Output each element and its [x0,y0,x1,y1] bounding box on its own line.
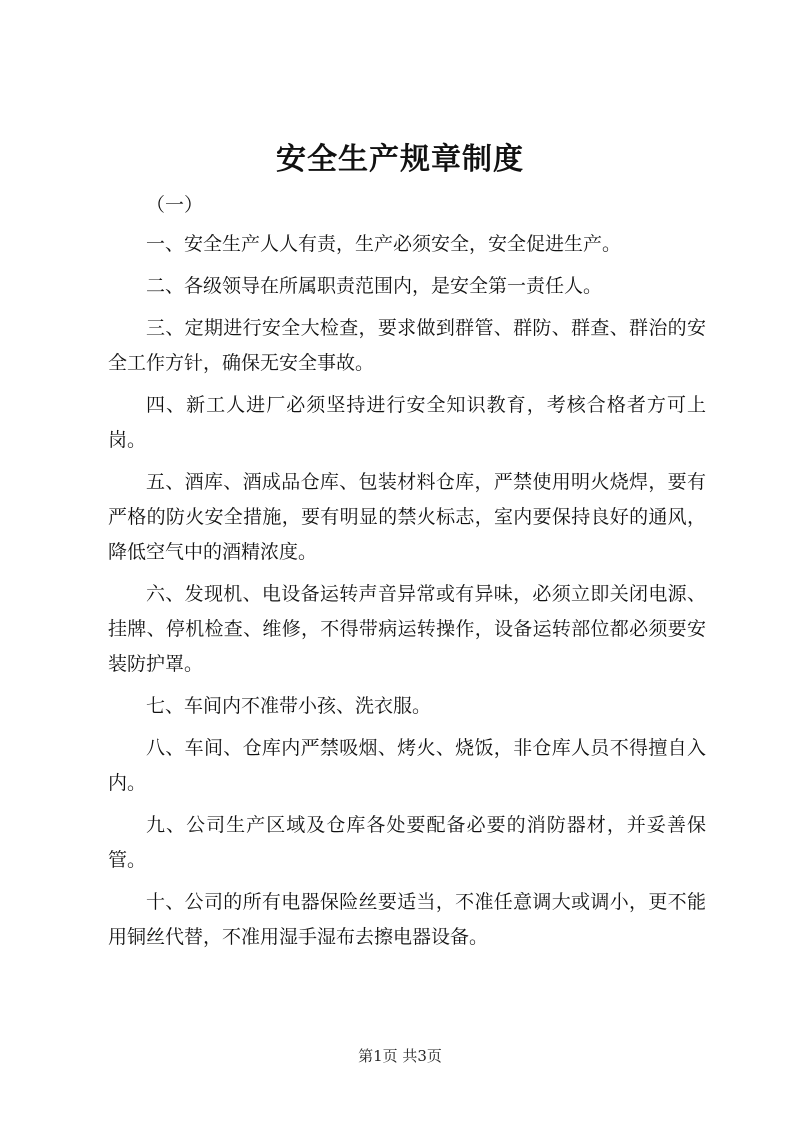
rule-paragraph-7: 七、车间内不准带小孩、洗衣服。 [146,695,432,717]
rule-paragraph-3: 三、定期进行安全大检查，要求做到群管、群防、群查、群治的安全工作方针，确保无安全事故。 [108,317,706,374]
document-title: 安全生产规章制度 [276,142,524,177]
rule-paragraph-5: 五、酒库、酒成品仓库、包装材料仓库，严禁使用明火烧焊，要有严格的防火安全措施，要有明显的禁火标志，室内要保持良好的通风，降低空气中的酒精浓度。 [108,471,706,563]
rule-paragraph-9: 九、公司生产区域及仓库各处要配备必要的消防器材，并妥善保管。 [108,814,706,871]
rule-paragraph-8: 八、车间、仓库内严禁吸烟、烤火、烧饭，非仓库人员不得擅自入内。 [108,737,706,794]
rule-paragraph-4: 四、新工人进厂必须坚持进行安全知识教育，考核合格者方可上岗。 [108,394,706,451]
document-body [108,188,706,962]
rule-paragraph-6: 六、发现机、电设备运转声音异常或有异味，必须立即关闭电源、挂牌、停机检查、维修，不得带病运转操作，设备运转部位都必须要安装防护罩。 [108,583,706,675]
section-label: （一） [146,194,204,216]
page-number-footer: 第1页 共3页 [358,1047,442,1065]
rule-paragraph-10: 十、公司的所有电器保险丝要适当，不准任意调大或调小，更不能用铜丝代替，不准用湿手湿布去擦电器设备。 [108,891,706,948]
rule-paragraph-1: 一、安全生产人人有责，生产必须安全，安全促进生产。 [146,233,622,255]
rule-paragraph-2: 二、各级领导在所属职责范围内，是安全第一责任人。 [146,275,603,297]
